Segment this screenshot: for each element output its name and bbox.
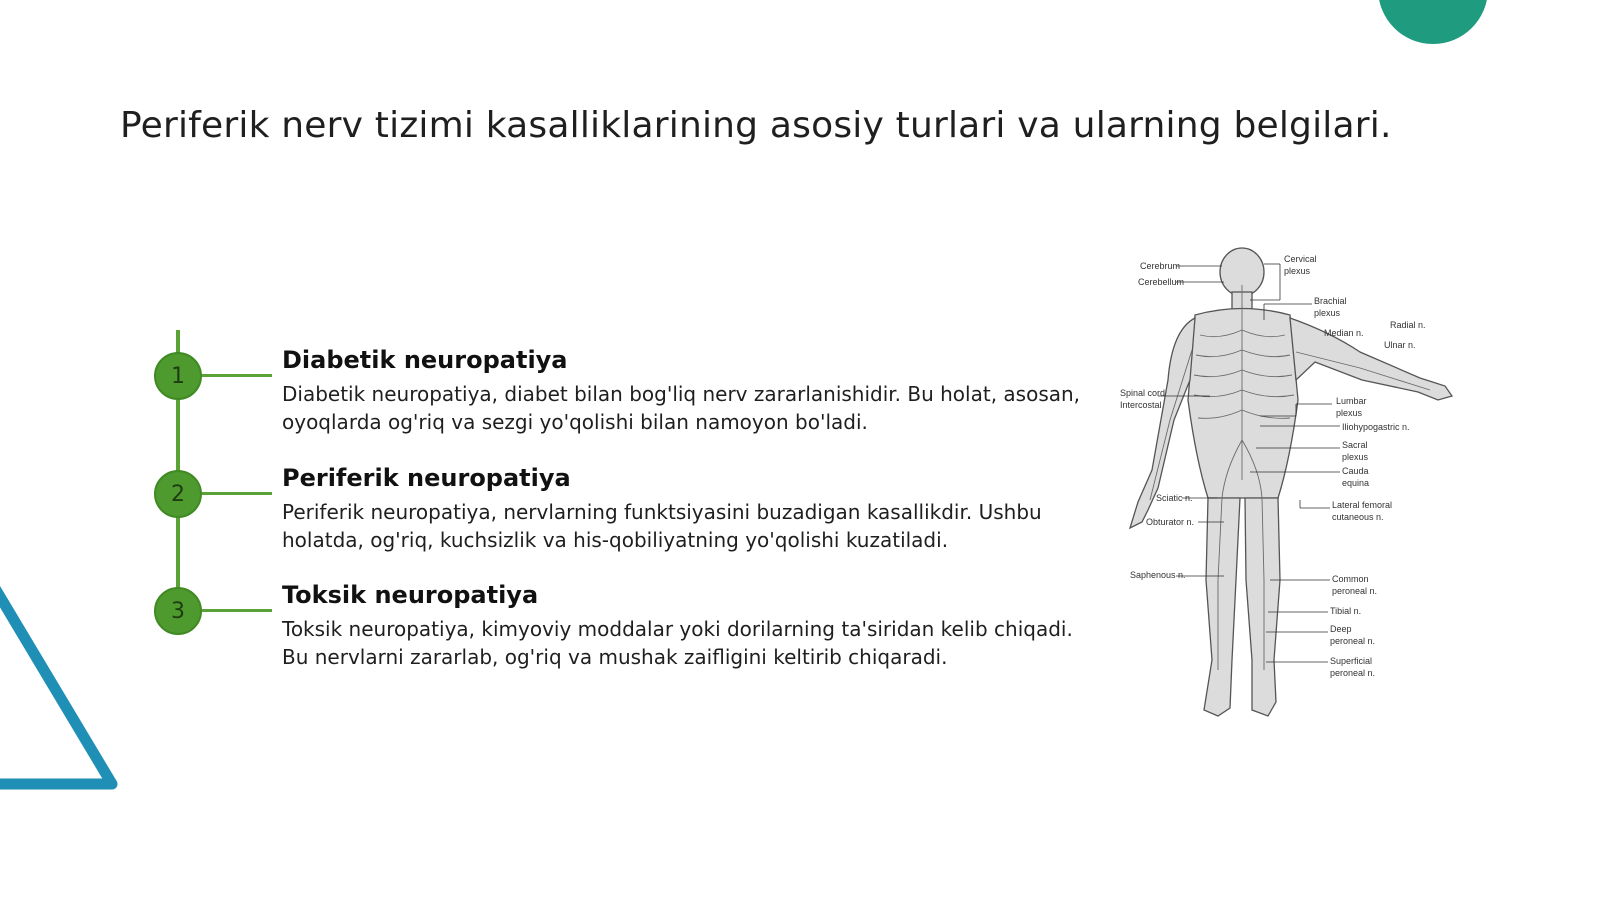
label-deep-peroneal: peroneal n. xyxy=(1330,636,1376,646)
timeline-item-toksik xyxy=(150,575,1110,675)
label-brachial-plexus: plexus xyxy=(1314,308,1341,318)
label-cerebellum: Cerebellum xyxy=(1138,277,1185,287)
label-sciatic: Sciatic n. xyxy=(1156,493,1193,503)
label-obturator: Obturator n. xyxy=(1146,517,1195,527)
label-cauda: Cauda xyxy=(1342,466,1369,476)
item-description: Periferik neuropatiya, nervlarning funktsiyasini buzadigan kasallikdir. Ushbu holatda, og'riq, kuchsizlik va his-qobiliyatning yo'qolishi kuzatiladi. xyxy=(282,500,1042,552)
label-median: Median n. xyxy=(1324,328,1364,338)
label-sacral: Sacral xyxy=(1342,440,1368,450)
label-superficial: Superficial xyxy=(1330,656,1373,666)
label-tibial: Tibial n. xyxy=(1330,606,1362,616)
label-saphenous: Saphenous n. xyxy=(1130,570,1186,580)
step-connector xyxy=(202,492,272,495)
label-iliohypogastric: Iliohypogastric n. xyxy=(1342,422,1410,432)
label-ulnar: Ulnar n. xyxy=(1384,340,1416,350)
slide-title: Periferik nerv tizimi kasalliklarining asosiy turlari va ularning belgilari. xyxy=(120,105,1392,146)
label-lumbar-plexus: plexus xyxy=(1336,408,1363,418)
item-title: Diabetik neuropatiya xyxy=(282,346,568,374)
label-spinal-cord: Spinal cord xyxy=(1120,388,1166,398)
step-number-badge: 3 xyxy=(154,587,202,635)
label-cervical: Cervical xyxy=(1284,254,1317,264)
label-common-peroneal: peroneal n. xyxy=(1332,586,1378,596)
item-description: Toksik neuropatiya, kimyoviy moddalar yoki dorilarning ta'siridan kelib chiqadi. Bu nervlarni zararlab, og'riq va mushak zaifligini keltirib chiqaradi. xyxy=(282,617,1073,669)
item-title: Toksik neuropatiya xyxy=(282,581,539,609)
nervous-system-svg xyxy=(1100,240,1470,730)
timeline xyxy=(150,330,1110,669)
label-brachial: Brachial xyxy=(1314,296,1347,306)
label-lumbar: Lumbar xyxy=(1336,396,1367,406)
timeline-item-periferik xyxy=(150,458,1110,558)
label-lateral-femoral: Lateral femoral xyxy=(1332,500,1393,510)
decorative-teal-circle xyxy=(1378,0,1488,44)
label-superficial-peroneal: peroneal n. xyxy=(1330,668,1376,678)
label-sacral-plexus: plexus xyxy=(1342,452,1369,462)
step-number-badge: 2 xyxy=(154,470,202,518)
label-cutaneous: cutaneous n. xyxy=(1332,512,1384,522)
label-equina: equina xyxy=(1342,478,1370,488)
label-common: Common xyxy=(1332,574,1369,584)
step-number-badge: 1 xyxy=(154,352,202,400)
decorative-triangle-outline xyxy=(0,570,140,810)
timeline-item-diabetik xyxy=(150,340,1110,440)
label-cerebrum: Cerebrum xyxy=(1140,261,1181,271)
label-radial: Radial n. xyxy=(1390,320,1426,330)
step-connector xyxy=(202,374,272,377)
step-connector xyxy=(202,609,272,612)
label-deep: Deep xyxy=(1330,624,1352,634)
item-description: Diabetik neuropatiya, diabet bilan bog'liq nerv zararlanishidir. Bu holat, asosan, oyoqlarda og'riq va sezgi yo'qolishi bilan namoyon bo'ladi. xyxy=(282,382,1081,434)
label-cervical-plexus: plexus xyxy=(1284,266,1311,276)
nervous-system-illustration xyxy=(1100,240,1470,730)
item-title: Periferik neuropatiya xyxy=(282,464,571,492)
label-intercostal: Intercostal xyxy=(1120,400,1162,410)
